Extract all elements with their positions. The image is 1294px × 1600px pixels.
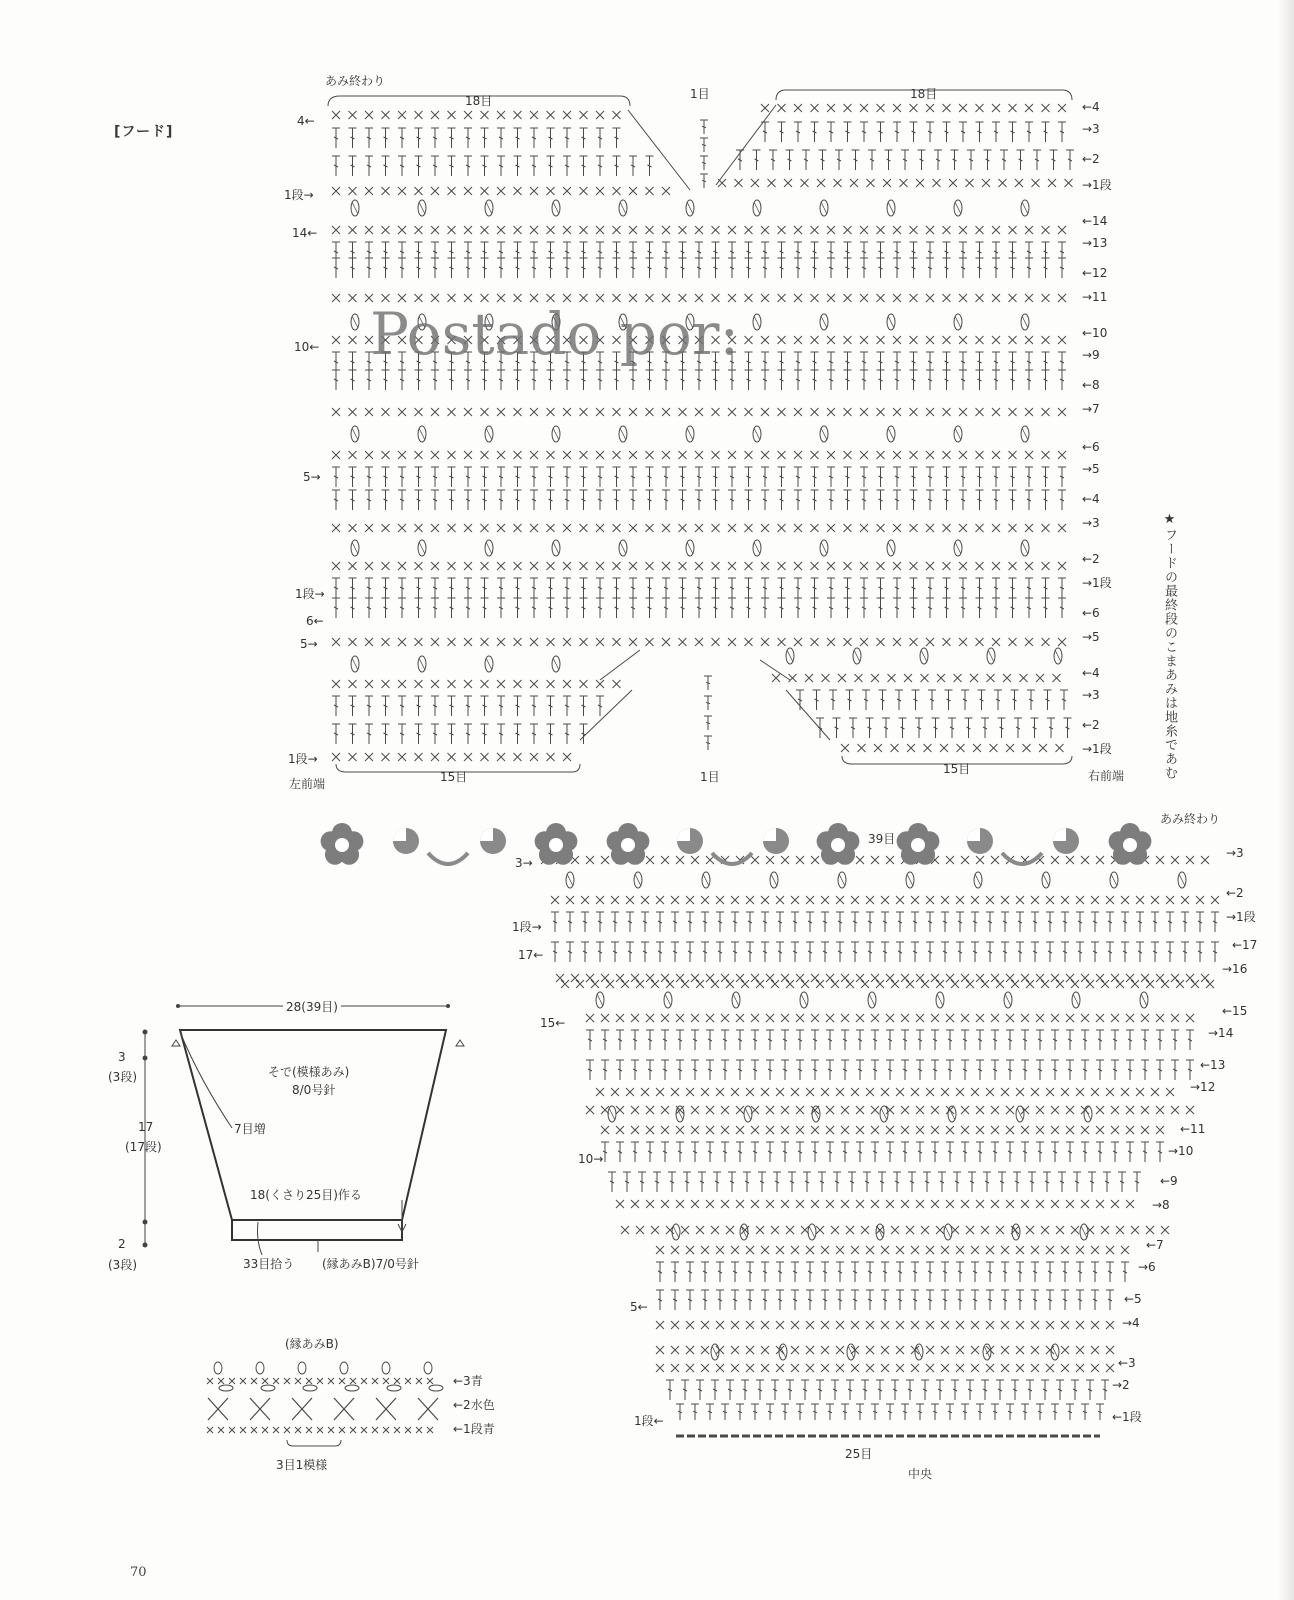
- sleeve-row-label: 5←: [630, 1300, 648, 1314]
- edging-needle-label: (縁あみB)7/0号針: [322, 1257, 419, 1271]
- right-front-edge-label: 右前端: [1088, 769, 1125, 783]
- hood-row-label: →1段: [1082, 576, 1112, 590]
- sleeve-bottom-count: 25目: [845, 1447, 873, 1461]
- sleeve-row-label: ←3: [1118, 1356, 1136, 1370]
- increase-label: 7目増: [234, 1122, 266, 1136]
- sleeve-row-label: ←5: [1124, 1292, 1142, 1306]
- hood-row-label: 5→: [300, 637, 318, 651]
- hood-row-label: ←6: [1082, 440, 1100, 454]
- sleeve-end-label: あみ終わり: [1160, 812, 1221, 826]
- hood-row-label: →11: [1082, 290, 1108, 304]
- hood-row-label: →7: [1082, 402, 1100, 416]
- sleeve-row-label: ←2: [1226, 886, 1244, 900]
- hood-row-label: ←6: [1082, 606, 1100, 620]
- hood-row-label: 6←: [306, 614, 324, 628]
- sleeve-center-label: 中央: [908, 1467, 933, 1481]
- hood-row-label: 14←: [292, 226, 318, 240]
- sleeve-top-count: 39目: [868, 832, 896, 846]
- hood-row-label: 1段→: [288, 752, 318, 766]
- hood-top-left-count: 18目: [465, 94, 493, 108]
- hood-row-label: →13: [1082, 236, 1108, 250]
- sleeve-title: そで(模様あみ): [268, 1065, 350, 1079]
- hood-row-label: →3: [1082, 122, 1100, 136]
- sleeve-row-label: 17←: [518, 948, 544, 962]
- hood-row-label: 10←: [294, 340, 320, 354]
- sleeve-row-label: 10→: [578, 1152, 604, 1166]
- watermark-text: Postado por:: [370, 300, 740, 368]
- sleeve-row-label: →10: [1168, 1144, 1194, 1158]
- hood-row-label: ←12: [1082, 266, 1108, 280]
- hood-bottom-right-count: 15目: [943, 762, 971, 776]
- page-number: 70: [130, 1565, 147, 1580]
- hood-row-label: →3: [1082, 516, 1100, 530]
- hood-row-label: ←2: [1082, 718, 1100, 732]
- pickup-label: 33目拾う: [243, 1257, 295, 1271]
- page-edge-shadow: [1276, 0, 1294, 1600]
- hood-top-center-count: 1目: [690, 87, 710, 101]
- hood-row-label: ←4: [1082, 100, 1100, 114]
- sleeve-row-label: ←9: [1160, 1174, 1178, 1188]
- edging-row1: ←1段青: [453, 1422, 495, 1436]
- dim-bottom-rows: (3段): [108, 1258, 137, 1272]
- edging-row2: ←2水色: [453, 1398, 495, 1412]
- hood-top-right-count: 18目: [910, 87, 938, 101]
- sleeve-row-label: →3: [1226, 846, 1244, 860]
- sleeve-row-label: →12: [1190, 1080, 1216, 1094]
- hood-row-label: →9: [1082, 348, 1100, 362]
- hood-row-label: →3: [1082, 688, 1100, 702]
- foundation-label: 18(くさり25目)作る: [250, 1188, 362, 1202]
- hood-row-label: 1段→: [284, 188, 314, 202]
- hood-row-label: ←4: [1082, 492, 1100, 506]
- hood-bottom-left-count: 15目: [440, 770, 468, 784]
- dim-mid: 17: [138, 1120, 154, 1134]
- left-front-edge-label: 左前端: [289, 777, 326, 791]
- hood-row-label: ←8: [1082, 378, 1100, 392]
- hood-row-label: 5→: [303, 470, 321, 484]
- sleeve-row-label: ←1段: [1112, 1410, 1142, 1424]
- sleeve-row-label: →8: [1152, 1198, 1170, 1212]
- sleeve-row-label: ←11: [1180, 1122, 1206, 1136]
- hood-note: ★フードの最終段のこまあみは地糸であむ: [1162, 512, 1177, 780]
- sleeve-row-label: 1段→: [512, 920, 542, 934]
- sleeve-row-label: →4: [1122, 1316, 1140, 1330]
- dim-top: 3: [118, 1050, 126, 1064]
- sleeve-row-label: →16: [1222, 962, 1248, 976]
- edging-b-title: (縁あみB): [285, 1337, 339, 1351]
- sleeve-needle: 8/0号針: [292, 1083, 336, 1097]
- hood-row-label: ←2: [1082, 552, 1100, 566]
- sleeve-row-label: →6: [1138, 1260, 1156, 1274]
- hood-bottom-center-count: 1目: [700, 770, 720, 784]
- sleeve-row-label: ←7: [1146, 1238, 1164, 1252]
- sleeve-row-label: 1段←: [634, 1414, 664, 1428]
- hood-row-label: ←4: [1082, 666, 1100, 680]
- hood-row-label: 1段→: [295, 587, 325, 601]
- edging-repeat-label: 3目1模様: [276, 1458, 328, 1472]
- sleeve-row-label: 3→: [515, 856, 533, 870]
- sleeve-row-label: →2: [1112, 1378, 1130, 1392]
- hood-row-label: →5: [1082, 630, 1100, 644]
- hood-row-label: ←2: [1082, 152, 1100, 166]
- sleeve-row-label: ←13: [1200, 1058, 1226, 1072]
- edging-row3: ←3青: [453, 1374, 483, 1388]
- sleeve-row-label: 15←: [540, 1016, 566, 1030]
- sleeve-width-label: 28(39目): [283, 998, 341, 1015]
- sleeve-row-label: ←17: [1232, 938, 1258, 952]
- hood-row-label: →1段: [1082, 742, 1112, 756]
- hood-row-label: ←14: [1082, 214, 1108, 228]
- hood-row-label: ←10: [1082, 326, 1108, 340]
- hood-row-label: 4←: [297, 114, 315, 128]
- dim-top-rows: (3段): [108, 1070, 137, 1084]
- dim-bottom: 2: [118, 1237, 126, 1251]
- hood-end-label: あみ終わり: [325, 74, 386, 88]
- section-title: [フード]: [114, 124, 174, 140]
- hood-row-label: →5: [1082, 462, 1100, 476]
- sleeve-row-label: ←15: [1222, 1004, 1248, 1018]
- sleeve-row-label: →14: [1208, 1026, 1234, 1040]
- hood-row-label: →1段: [1082, 178, 1112, 192]
- dim-mid-rows: (17段): [125, 1140, 162, 1154]
- sleeve-row-label: →1段: [1226, 910, 1256, 924]
